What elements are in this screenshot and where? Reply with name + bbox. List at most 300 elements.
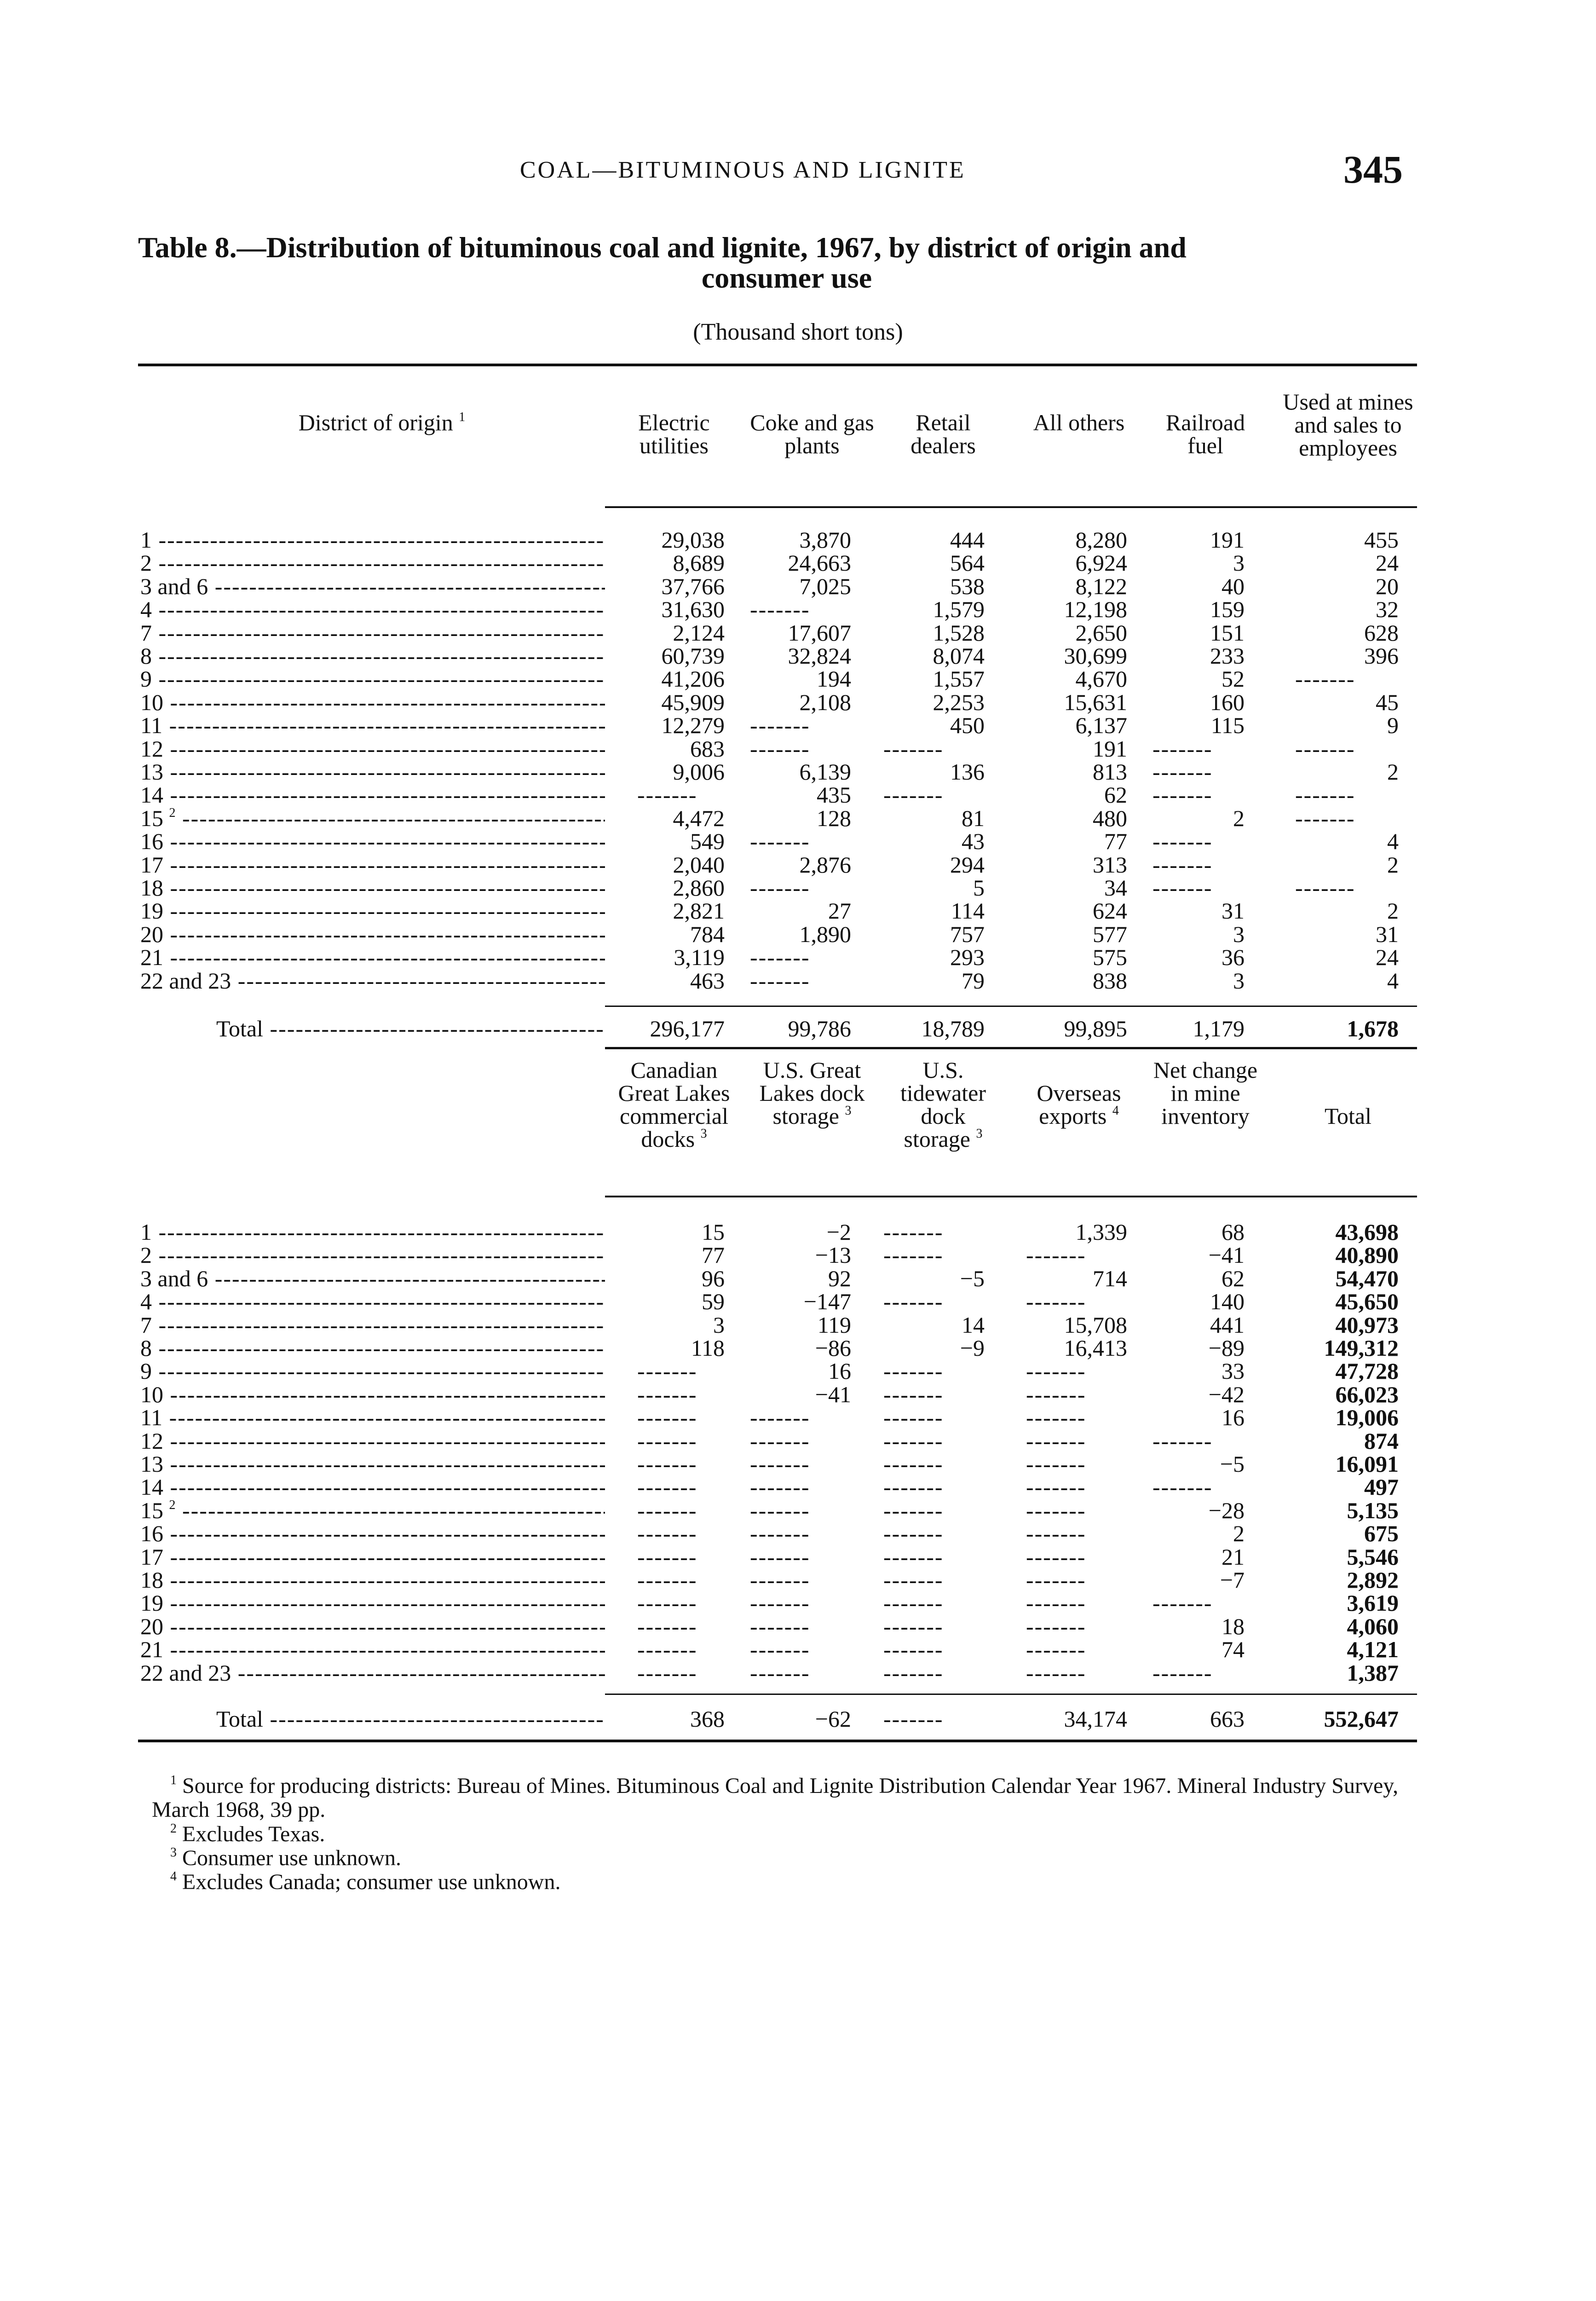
top-cell: 8,689 [673, 550, 725, 576]
bottom-empty-cell: ------- [637, 1497, 697, 1523]
bottom-cell: 1,387 [1347, 1659, 1399, 1686]
top-empty-cell: ------- [750, 712, 810, 739]
bottom-cell: −86 [815, 1335, 851, 1361]
top-cell: 9,006 [673, 759, 725, 785]
top-empty-cell: ------- [883, 782, 944, 808]
table-title-line1: Table 8.—Distribution of bituminous coal and lignite, 1967, by district of origin and [138, 231, 1187, 264]
top-cell: 294 [950, 851, 985, 878]
top-cell: 757 [950, 921, 985, 947]
bottom-empty-cell: ------- [883, 1428, 944, 1454]
bottom-total-label: Total ----- [216, 1707, 605, 1730]
top-cell: 191 [1093, 735, 1127, 762]
top-cell: 313 [1093, 851, 1127, 878]
bottom-row-label: 16 ----- [140, 1522, 605, 1545]
top-cell: 20 [1376, 573, 1399, 599]
bottom-empty-cell: ------- [1026, 1659, 1086, 1686]
bottom-cell: 21 [1221, 1544, 1245, 1570]
top-cell: 34 [1104, 875, 1127, 901]
bottom-total-cell: 663 [1210, 1706, 1245, 1732]
top-cell: 435 [817, 782, 851, 808]
top-cell: 444 [950, 527, 985, 553]
section-divider-rule [605, 1047, 1417, 1049]
bottom-empty-cell: ------- [883, 1451, 944, 1477]
top-empty-cell: ------- [750, 875, 810, 901]
bottom-cell: 19,006 [1335, 1405, 1399, 1431]
bottom-cell: 714 [1093, 1265, 1127, 1291]
bottom-cell: −42 [1208, 1381, 1245, 1407]
bottom-row-label: 14 ----- [140, 1475, 605, 1498]
top-cell: 3 [1233, 550, 1245, 576]
bottom-empty-cell: ------- [883, 1289, 944, 1315]
bottom-empty-cell: ------- [883, 1381, 944, 1407]
bottom-cell: 47,728 [1335, 1358, 1399, 1384]
top-cell: 41,206 [661, 666, 725, 692]
top-cell: 538 [950, 573, 985, 599]
top-cell: 293 [950, 944, 985, 971]
bottom-empty-cell: ------- [1026, 1544, 1086, 1570]
top-cell: 3,119 [674, 944, 725, 971]
top-cell: 549 [690, 828, 725, 855]
top-cell: 31 [1221, 898, 1245, 924]
top-cell: 2,876 [799, 851, 851, 878]
bottom-empty-cell: ------- [750, 1521, 810, 1547]
bottom-row-label: 4 ----- [140, 1290, 605, 1313]
top-header-3: Retail dealers [910, 410, 976, 458]
bottom-cell: 497 [1364, 1474, 1399, 1500]
top-row-label: 8 ----- [140, 644, 605, 667]
top-cell: 9 [1387, 712, 1399, 739]
bottom-empty-cell: ------- [1026, 1474, 1086, 1500]
top-cell: 115 [1210, 712, 1245, 739]
top-cell: 2 [1233, 805, 1245, 831]
top-cell: 81 [962, 805, 985, 831]
top-cell: 2,253 [933, 689, 985, 715]
footnote-3: $^3$ Consumer use unknown. [170, 1845, 401, 1870]
top-header-1: Electric utilities [638, 410, 710, 458]
bottom-cell: 2,892 [1347, 1567, 1399, 1593]
total-rule-top [605, 1006, 1417, 1007]
top-empty-cell: ------- [750, 967, 810, 994]
stub-header: District of origin $^1$ [298, 410, 466, 435]
footnote-4: $^4$ Excludes Canada; consumer use unknown. [170, 1869, 561, 1894]
top-row-label: 17 ----- [140, 853, 605, 876]
bottom-row-label: 1 ----- [140, 1220, 605, 1243]
top-cell: 2,860 [673, 875, 725, 901]
top-header-6: Used at mines and sales to employees [1283, 389, 1413, 461]
top-empty-cell: ------- [1295, 875, 1355, 901]
top-cell: 2 [1387, 759, 1399, 785]
bottom-cell: 14 [962, 1312, 985, 1338]
total-rule-bottom [605, 1694, 1417, 1695]
bottom-cell: 40,973 [1335, 1312, 1399, 1338]
footnote-2: $^2$ Excludes Texas. [170, 1821, 325, 1846]
top-header-2: Coke and gas plants [750, 410, 874, 458]
top-empty-cell: ------- [750, 596, 810, 623]
top-cell: 194 [817, 666, 851, 692]
top-row-label: 14 ----- [140, 783, 605, 806]
bottom-row-label: 13 ----- [140, 1452, 605, 1475]
top-cell: 60,739 [661, 643, 725, 669]
top-cell: 36 [1221, 944, 1245, 971]
table-top-rule [138, 364, 1417, 366]
top-empty-cell: ------- [750, 944, 810, 971]
bottom-empty-cell: ------- [1152, 1659, 1213, 1686]
bottom-empty-cell: ------- [1026, 1428, 1086, 1454]
bottom-cell: −9 [960, 1335, 985, 1361]
top-empty-cell: ------- [1152, 759, 1213, 785]
bottom-cell: 149,312 [1324, 1335, 1399, 1361]
top-cell: 4 [1387, 828, 1399, 855]
top-row-label: 10 ----- [140, 691, 605, 714]
bottom-cell: 74 [1221, 1636, 1245, 1663]
bottom-empty-cell: ------- [637, 1405, 697, 1431]
bottom-header-5: Net change in mine inventory [1153, 1057, 1258, 1129]
top-row-label: 19 ----- [140, 899, 605, 922]
top-cell: 683 [690, 735, 725, 762]
bottom-cell: 4,060 [1347, 1613, 1399, 1639]
top-cell: 24,663 [788, 550, 851, 576]
bottom-cell: 16,091 [1335, 1451, 1399, 1477]
bottom-row-label: 10 ----- [140, 1383, 605, 1406]
top-cell: 30,699 [1064, 643, 1127, 669]
top-cell: 7,025 [799, 573, 851, 599]
top-cell: 17,607 [788, 619, 851, 646]
bottom-row-label: 17 ----- [140, 1545, 605, 1568]
bottom-empty-cell: ------- [1152, 1590, 1213, 1616]
table-bottom-rule [138, 1740, 1417, 1742]
bottom-empty-cell: ------- [750, 1474, 810, 1500]
bottom-cell: 92 [828, 1265, 851, 1291]
top-row-label: 4 ----- [140, 598, 605, 621]
bottom-cell: 3,619 [1347, 1590, 1399, 1616]
top-cell: 233 [1210, 643, 1245, 669]
bottom-empty-cell: ------- [750, 1636, 810, 1663]
bottom-cell: 96 [702, 1265, 725, 1291]
table-title-line2: consumer use [701, 261, 872, 294]
bottom-cell: −28 [1208, 1497, 1245, 1523]
top-cell: 40 [1221, 573, 1245, 599]
top-row-label: 13 ----- [140, 760, 605, 783]
bottom-empty-cell: ------- [1026, 1405, 1086, 1431]
top-cell: 2,124 [673, 619, 725, 646]
bottom-row-label: 20 ----- [140, 1615, 605, 1638]
bottom-cell: 3 [713, 1312, 725, 1338]
bottom-empty-cell: ------- [1026, 1451, 1086, 1477]
bottom-cell: 5,135 [1347, 1497, 1399, 1523]
top-header-4: All others [1033, 410, 1125, 435]
header-bottom-rule [605, 506, 1417, 508]
top-cell: 32 [1376, 596, 1399, 623]
top-cell: 2,821 [673, 898, 725, 924]
bottom-cell: 77 [702, 1242, 725, 1268]
top-cell: 31 [1376, 921, 1399, 947]
bottom-cell: 15 [702, 1219, 725, 1245]
bottom-header-2: U.S. Great Lakes dock storage $^3$ [759, 1057, 865, 1129]
top-header-5: Railroad fuel [1165, 410, 1245, 458]
top-row-label: 22 and 23 ----- [140, 969, 605, 992]
top-empty-cell: ------- [1152, 828, 1213, 855]
bottom-empty-cell: ------- [750, 1451, 810, 1477]
top-total-cell: 1,179 [1193, 1016, 1245, 1041]
bottom-empty-cell: ------- [637, 1590, 697, 1616]
bottom-empty-cell: ------- [637, 1451, 697, 1477]
top-cell: 624 [1093, 898, 1127, 924]
bottom-header-1: Canadian Great Lakes commercial docks $^3$ [618, 1057, 730, 1152]
bottom-cell: 119 [817, 1312, 851, 1338]
bottom-empty-cell: ------- [883, 1405, 944, 1431]
bottom-cell: 2 [1233, 1521, 1245, 1547]
bottom-empty-cell: ------- [637, 1636, 697, 1663]
bottom-empty-cell: ------- [637, 1474, 697, 1500]
bottom-empty-cell: ------- [883, 1521, 944, 1547]
bottom-empty-cell: ------- [883, 1659, 944, 1686]
bottom-empty-cell: ------- [1152, 1474, 1213, 1500]
top-cell: 2,040 [673, 851, 725, 878]
top-cell: 191 [1210, 527, 1245, 553]
bottom-row-label: 22 and 23 ----- [140, 1661, 605, 1684]
top-cell: 6,924 [1075, 550, 1127, 576]
top-row-label: 7 ----- [140, 621, 605, 644]
top-cell: 8,280 [1075, 527, 1127, 553]
bottom-total-empty-cell: ------- [883, 1706, 944, 1732]
bottom-cell: −5 [1220, 1451, 1245, 1477]
bottom-cell: 59 [702, 1289, 725, 1315]
top-empty-cell: ------- [750, 735, 810, 762]
bottom-header-rule [605, 1196, 1417, 1197]
top-cell: 1,579 [933, 596, 985, 623]
bottom-cell: 4,121 [1347, 1636, 1399, 1663]
bottom-empty-cell: ------- [750, 1405, 810, 1431]
top-row-label: 15 $^2$ ----- [140, 807, 605, 830]
bottom-empty-cell: ------- [1026, 1567, 1086, 1593]
top-cell: 31,630 [661, 596, 725, 623]
bottom-cell: 43,698 [1335, 1219, 1399, 1245]
bottom-row-label: 12 ----- [140, 1429, 605, 1452]
bottom-empty-cell: ------- [883, 1474, 944, 1500]
bottom-cell: 1,339 [1075, 1219, 1127, 1245]
top-empty-cell: ------- [883, 735, 944, 762]
top-cell: 12,198 [1064, 596, 1127, 623]
top-row-label: 11 ----- [140, 714, 605, 737]
top-row-label: 12 ----- [140, 737, 605, 760]
bottom-row-label: 11 ----- [140, 1406, 605, 1429]
top-empty-cell: ------- [637, 782, 697, 808]
top-cell: 784 [690, 921, 725, 947]
bottom-empty-cell: ------- [750, 1497, 810, 1523]
bottom-empty-cell: ------- [883, 1567, 944, 1593]
top-total-cell: 18,789 [921, 1016, 985, 1041]
top-cell: 3,870 [799, 527, 851, 553]
top-cell: 4 [1387, 967, 1399, 994]
top-cell: 43 [962, 828, 985, 855]
top-row-label: 20 ----- [140, 923, 605, 946]
top-row-label: 3 and 6 ----- [140, 575, 605, 598]
top-cell: 160 [1210, 689, 1245, 715]
bottom-cell: 874 [1364, 1428, 1399, 1454]
top-row-label: 2 ----- [140, 551, 605, 574]
bottom-cell: 45,650 [1335, 1289, 1399, 1315]
bottom-cell: 675 [1364, 1521, 1399, 1547]
top-empty-cell: ------- [1295, 666, 1355, 692]
table-units: (Thousand short tons) [693, 319, 903, 345]
top-empty-cell: ------- [1152, 875, 1213, 901]
top-cell: 45 [1376, 689, 1399, 715]
top-cell: 24 [1376, 944, 1399, 971]
bottom-total-cell: 34,174 [1064, 1706, 1127, 1732]
top-cell: 564 [950, 550, 985, 576]
top-cell: 4,472 [673, 805, 725, 831]
bottom-empty-cell: ------- [883, 1497, 944, 1523]
bottom-cell: −41 [1208, 1242, 1245, 1268]
top-cell: 2 [1387, 898, 1399, 924]
bottom-row-label: 15 $^2$ ----- [140, 1499, 605, 1522]
top-cell: 8,122 [1075, 573, 1127, 599]
bottom-empty-cell: ------- [637, 1521, 697, 1547]
bottom-empty-cell: ------- [883, 1358, 944, 1384]
top-cell: 450 [950, 712, 985, 739]
top-cell: 128 [817, 805, 851, 831]
top-total-cell: 296,177 [650, 1016, 725, 1041]
top-cell: 2 [1387, 851, 1399, 878]
bottom-cell: 15,708 [1064, 1312, 1127, 1338]
top-total-cell: 1,678 [1347, 1016, 1399, 1041]
bottom-empty-cell: ------- [750, 1590, 810, 1616]
top-cell: 6,139 [799, 759, 851, 785]
top-empty-cell: ------- [1152, 782, 1213, 808]
top-cell: 136 [950, 759, 985, 785]
top-cell: 396 [1364, 643, 1399, 669]
top-cell: 114 [951, 898, 985, 924]
top-cell: 4,670 [1075, 666, 1127, 692]
bottom-empty-cell: ------- [883, 1219, 944, 1245]
bottom-empty-cell: ------- [883, 1613, 944, 1639]
bottom-cell: 33 [1221, 1358, 1245, 1384]
top-cell: 37,766 [661, 573, 725, 599]
top-cell: 1,890 [799, 921, 851, 947]
top-empty-cell: ------- [1295, 805, 1355, 831]
top-row-label: 21 ----- [140, 946, 605, 969]
bottom-header-3: U.S. tidewater dock storage $^3$ [900, 1057, 986, 1152]
page-number: 345 [1343, 147, 1403, 191]
bottom-row-label: 8 ----- [140, 1336, 605, 1359]
bottom-row-label: 18 ----- [140, 1568, 605, 1591]
top-cell: 6,137 [1075, 712, 1127, 739]
top-cell: 1,557 [933, 666, 985, 692]
top-empty-cell: ------- [1295, 782, 1355, 808]
top-cell: 3 [1233, 921, 1245, 947]
bottom-cell: 40,890 [1335, 1242, 1399, 1268]
bottom-empty-cell: ------- [637, 1659, 697, 1686]
bottom-empty-cell: ------- [637, 1358, 697, 1384]
bottom-empty-cell: ------- [1026, 1242, 1086, 1268]
bottom-cell: 66,023 [1335, 1381, 1399, 1407]
bottom-cell: 18 [1221, 1613, 1245, 1639]
top-row-label: 9 ----- [140, 667, 605, 690]
bottom-empty-cell: ------- [1026, 1358, 1086, 1384]
bottom-cell: 16 [828, 1358, 851, 1384]
top-cell: 577 [1093, 921, 1127, 947]
top-cell: 3 [1233, 967, 1245, 994]
bottom-empty-cell: ------- [750, 1428, 810, 1454]
top-row-label: 18 ----- [140, 876, 605, 899]
bottom-empty-cell: ------- [1026, 1590, 1086, 1616]
bottom-empty-cell: ------- [1152, 1428, 1213, 1454]
bottom-cell: 140 [1210, 1289, 1245, 1315]
bottom-cell: −2 [826, 1219, 851, 1245]
top-cell: 455 [1364, 527, 1399, 553]
top-cell: 480 [1093, 805, 1127, 831]
bottom-empty-cell: ------- [1026, 1636, 1086, 1663]
top-empty-cell: ------- [1152, 735, 1213, 762]
bottom-cell: 16,413 [1064, 1335, 1127, 1361]
bottom-cell: 54,470 [1335, 1265, 1399, 1291]
running-head: COAL—BITUMINOUS AND LIGNITE [520, 157, 966, 183]
bottom-cell: 62 [1221, 1265, 1245, 1291]
top-total-label: Total ----- [216, 1017, 605, 1040]
top-empty-cell: ------- [1152, 851, 1213, 878]
footnote-1: $^1$ Source for producing districts: Bureau of Mines. Bituminous Coal and Lignite Distribution Calendar Year 1967. Mineral Industry Survey, March 1968, 39 pp. [152, 1773, 1399, 1822]
top-empty-cell: ------- [1295, 735, 1355, 762]
top-cell: 2,108 [799, 689, 851, 715]
bottom-empty-cell: ------- [1026, 1521, 1086, 1547]
top-cell: 628 [1364, 619, 1399, 646]
top-cell: 15,631 [1064, 689, 1127, 715]
top-cell: 24 [1376, 550, 1399, 576]
bottom-empty-cell: ------- [750, 1544, 810, 1570]
bottom-empty-cell: ------- [637, 1544, 697, 1570]
bottom-empty-cell: ------- [750, 1659, 810, 1686]
bottom-total-cell: −62 [815, 1706, 851, 1732]
top-cell: 1,528 [933, 619, 985, 646]
bottom-cell: −89 [1208, 1335, 1245, 1361]
bottom-row-label: 2 ----- [140, 1243, 605, 1266]
bottom-empty-cell: ------- [883, 1590, 944, 1616]
top-cell: 52 [1221, 666, 1245, 692]
bottom-total-cell: 552,647 [1324, 1706, 1399, 1732]
bottom-header-4: Overseas exports $^4$ [1037, 1080, 1121, 1129]
bottom-cell: 68 [1221, 1219, 1245, 1245]
top-cell: 838 [1093, 967, 1127, 994]
bottom-cell: −41 [815, 1381, 851, 1407]
bottom-empty-cell: ------- [1026, 1289, 1086, 1315]
bottom-empty-cell: ------- [637, 1613, 697, 1639]
top-cell: 575 [1093, 944, 1127, 971]
bottom-empty-cell: ------- [883, 1636, 944, 1663]
top-cell: 12,279 [661, 712, 725, 739]
top-cell: 151 [1210, 619, 1245, 646]
top-cell: 29,038 [661, 527, 725, 553]
bottom-header-6: Total [1324, 1103, 1372, 1129]
bottom-cell: 118 [691, 1335, 725, 1361]
top-row-label: 1 ----- [140, 528, 605, 551]
bottom-empty-cell: ------- [750, 1567, 810, 1593]
top-cell: 2,650 [1075, 619, 1127, 646]
bottom-empty-cell: ------- [883, 1544, 944, 1570]
bottom-row-label: 3 and 6 ----- [140, 1267, 605, 1290]
top-cell: 45,909 [661, 689, 725, 715]
top-cell: 8,074 [933, 643, 985, 669]
table-title [138, 232, 1435, 293]
top-total-cell: 99,786 [788, 1016, 851, 1041]
top-cell: 77 [1104, 828, 1127, 855]
top-cell: 27 [828, 898, 851, 924]
bottom-cell: −7 [1220, 1567, 1245, 1593]
bottom-cell: 5,546 [1347, 1544, 1399, 1570]
bottom-row-label: 19 ----- [140, 1591, 605, 1614]
bottom-empty-cell: ------- [637, 1567, 697, 1593]
top-cell: 813 [1093, 759, 1127, 785]
bottom-cell: −147 [803, 1289, 851, 1315]
